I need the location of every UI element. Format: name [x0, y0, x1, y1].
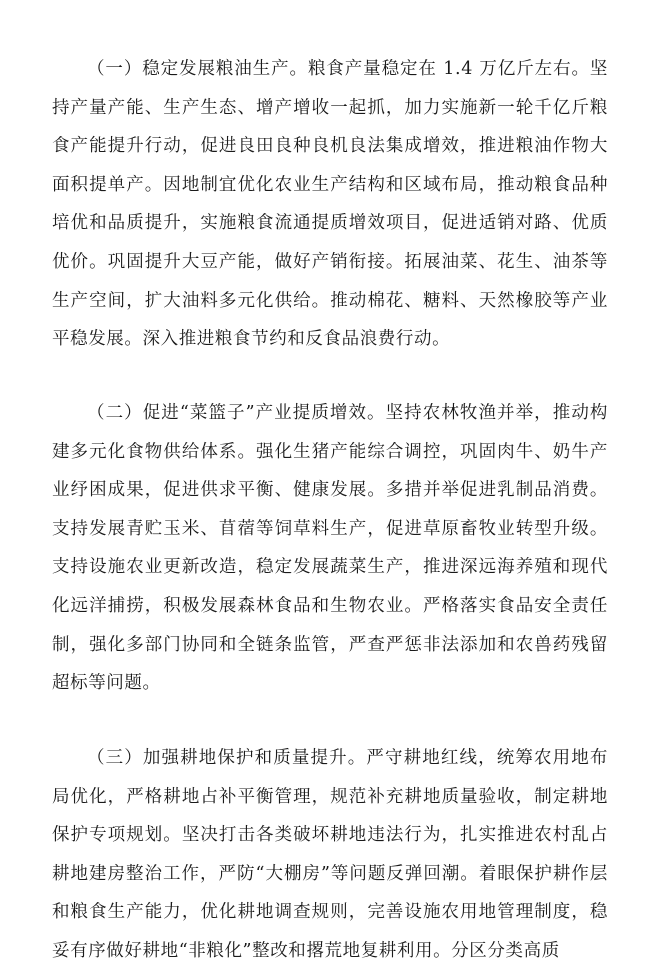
paragraph-grain-oil-production: （一）稳定发展粮油生产。粮食产量稳定在 1.4 万亿斤左右。坚持产量产能、生产生态、增产增收一起抓，加力实施新一轮千亿斤粮食产能提升行动，促进良田良种良机良法集成增效，推进粮油作物大面积提单产。因地制宜优化农业生产结构和区域布局，推动粮食品种培优和品质提升，实施粮食流通提质增效项目，促进适销对路、优质优价。巩固提升大豆产能，做好产销衔接。拓展油菜、花生、油茶等生产空间，扩大油料多元化供给。推动棉花、糖料、天然橡胶等产业平稳发展。深入推进粮食节约和反食品浪费行动。 [52, 59, 608, 350]
paragraph-vegetable-basket-industry: （二）促进“菜篮子”产业提质增效。坚持农林牧渔并举，推动构建多元化食物供给体系。强化生猪产能综合调控，巩固肉牛、奶牛产业纾困成果，促进供求平衡、健康发展。多措并举促进乳制品消费。支持发展青贮玉米、苜蓿等饲草料生产，促进草原畜牧业转型升级。支持设施农业更新改造，稳定发展蔬菜生产，推进深远海养殖和现代化远洋捕捞，积极发展森林食品和生物农业。严格落实食品安全责任制，强化多部门协同和全链条监管，严查严惩非法添加和农兽药残留超标等问题。 [52, 403, 608, 694]
paragraph-farmland-protection: （三）加强耕地保护和质量提升。严守耕地红线，统筹农用地布局优化，严格耕地占补平衡管理，规范补充耕地质量验收，制定耕地保护专项规划。坚决打击各类破坏耕地违法行为，扎实推进农村乱占耕地建房整治工作，严防“大棚房”等问题反弹回潮。着眼保护耕作层和粮食生产能力，优化耕地调查规则，完善设施农用地管理制度，稳妥有序做好耕地“非粮化”整改和撂荒地复耕利用。分区分类高质 [52, 748, 608, 961]
